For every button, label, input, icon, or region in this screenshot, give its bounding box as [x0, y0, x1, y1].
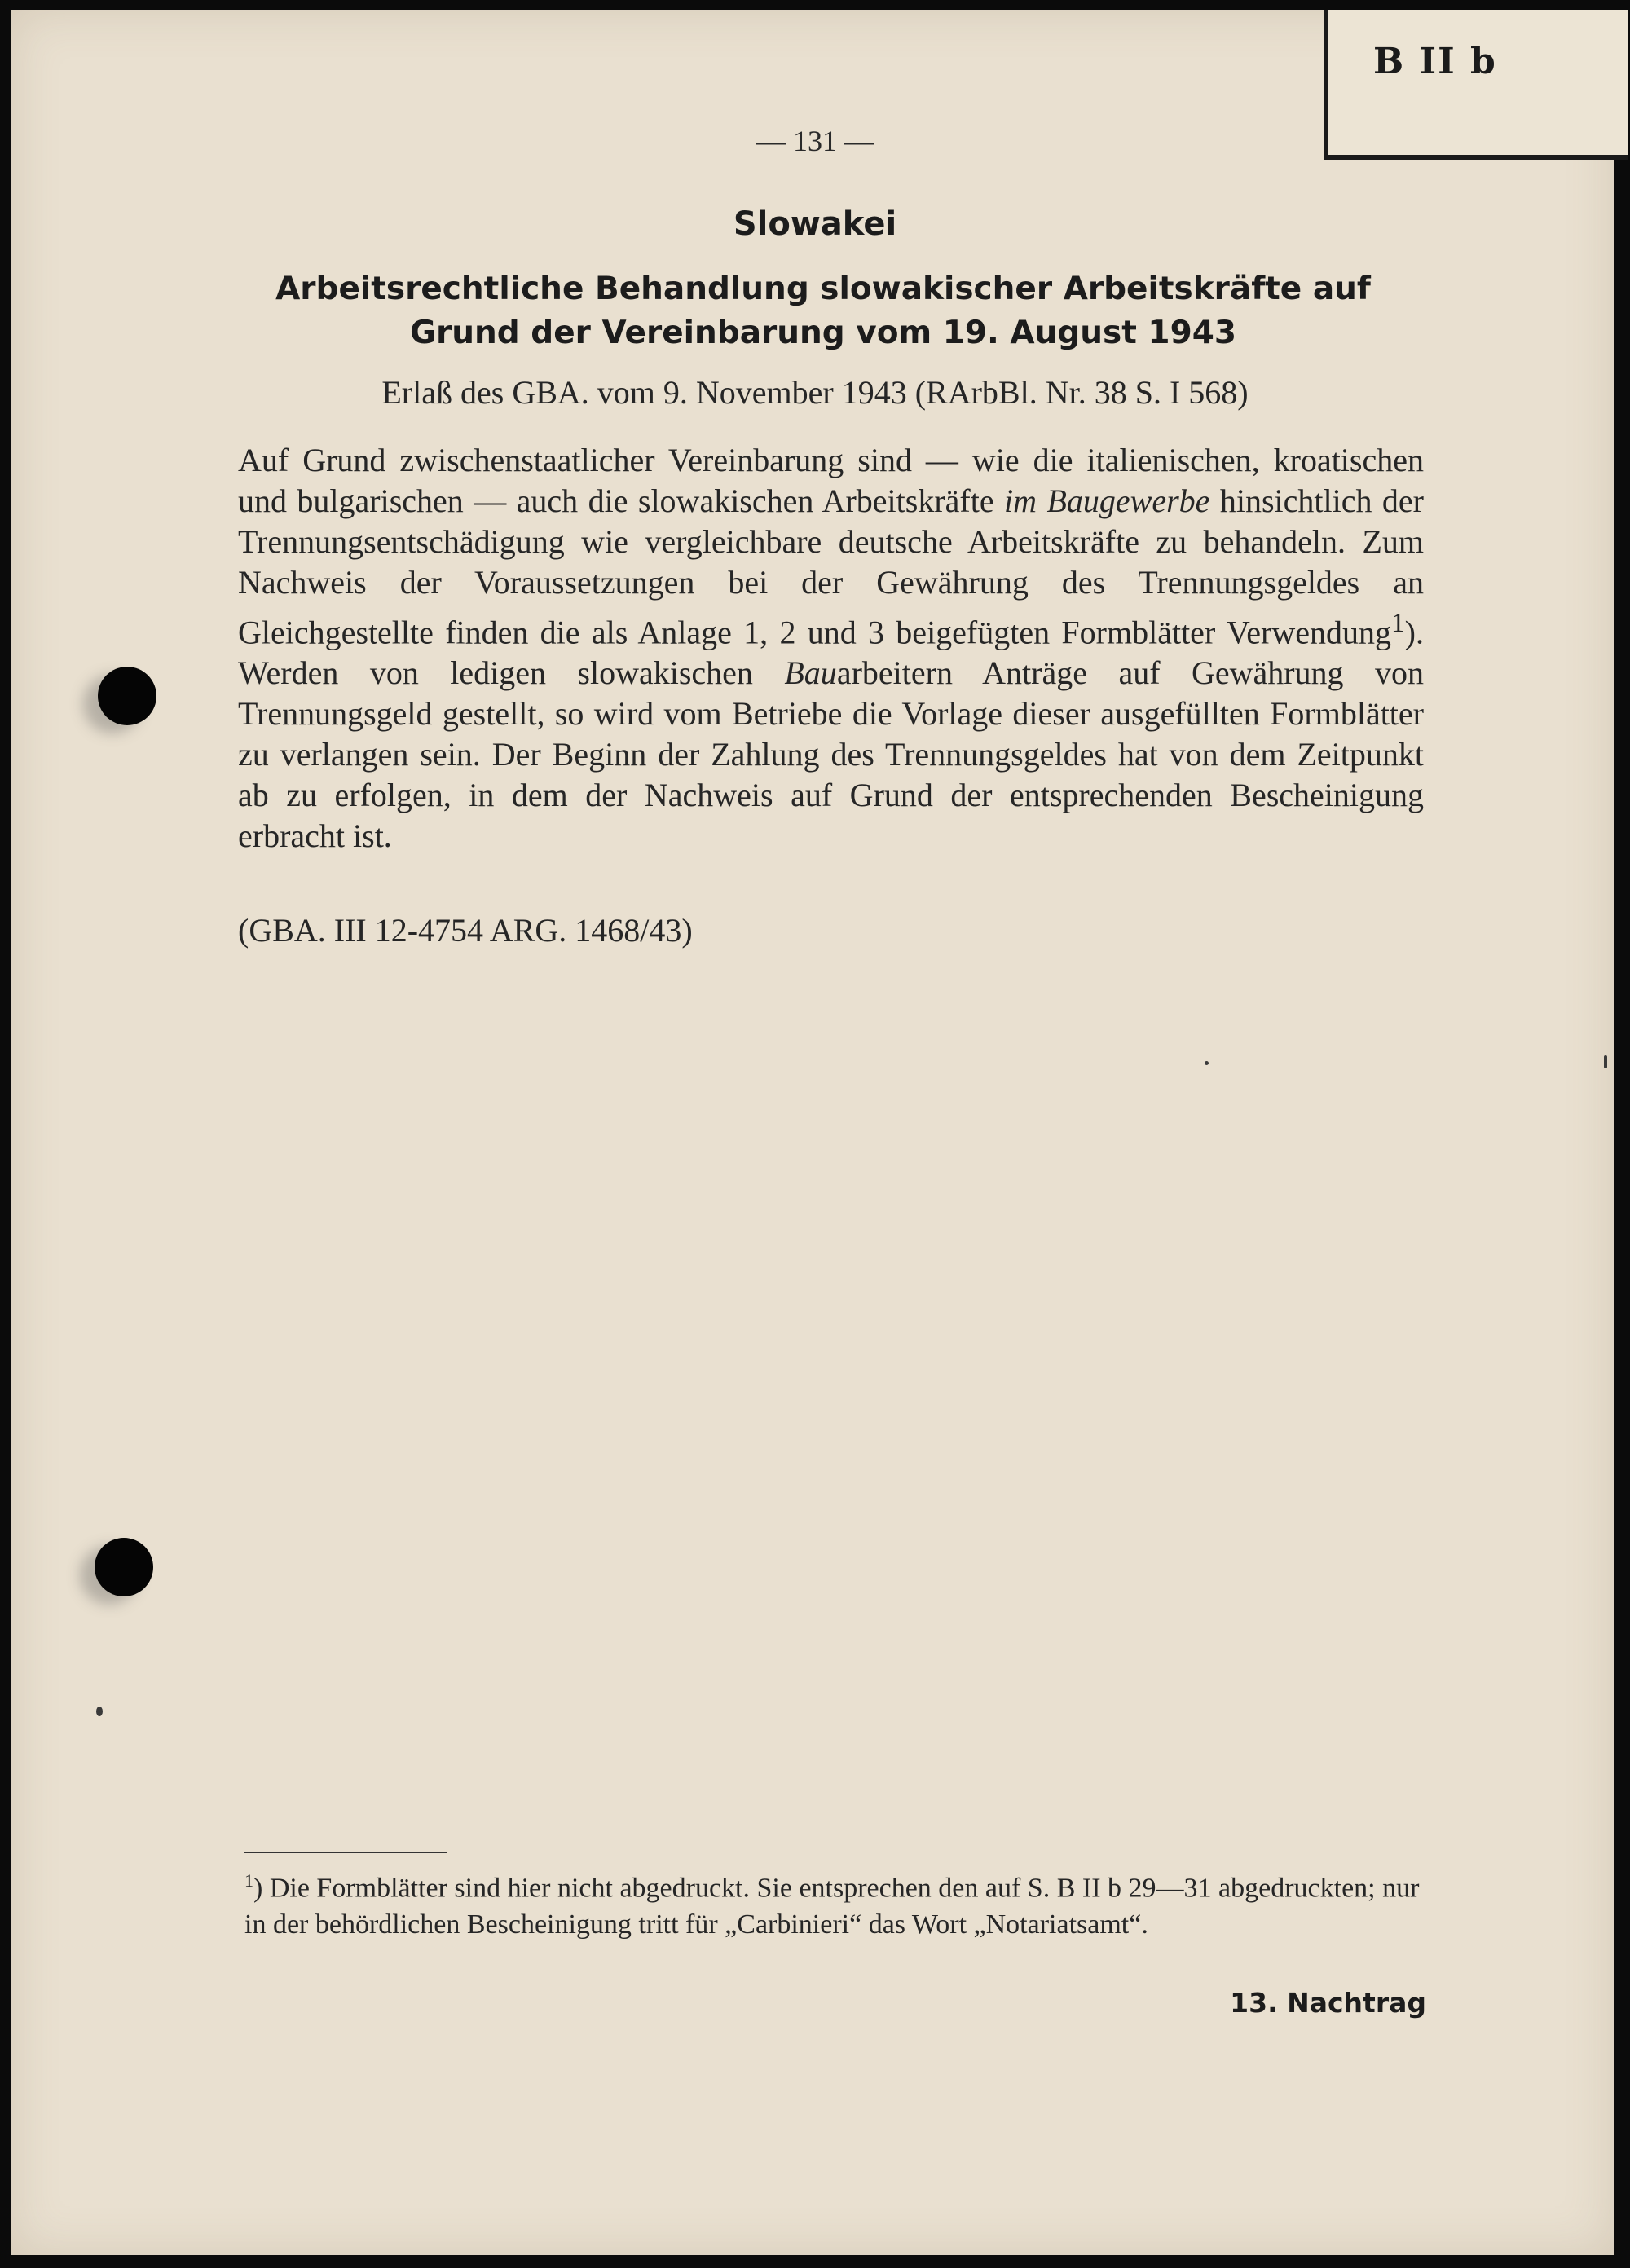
body-text-part: Auf Grund zwischenstaatlicher Vereinbarung sind — wie die italienischen, kroatischen und bulgarischen — auch die slowakischen Arbeitskräfte — [238, 442, 1424, 519]
footnote-reference: 1 — [1391, 608, 1405, 638]
punch-hole — [95, 1538, 153, 1596]
page-number: — 131 — — [756, 125, 874, 157]
body-text-part: ). Werden von ledigen slowakischen — [238, 614, 1424, 692]
country-heading: Slowakei — [733, 205, 897, 243]
paper-speck — [1205, 1061, 1209, 1065]
paper-speck — [96, 1707, 103, 1716]
punch-hole — [98, 667, 156, 725]
body-italic-term: Bau — [784, 654, 837, 692]
footnote-divider — [244, 1852, 447, 1853]
register-tab-label: B II b — [1373, 41, 1497, 82]
body-text-part: hinsichtlich der Trennungsentschädigung wie vergleichbare deutsche Arbeitskräfte zu behandeln. Zum Nachweis der Voraussetzungen bei der Gewährung des Trennungsgeldes an Gleichgestellte finden die als Anlage 1, 2 und 3 beigefügten Formblätter Verwendung — [238, 482, 1424, 651]
footnote-marker: 1 — [244, 1870, 253, 1891]
body-paragraph — [238, 440, 1424, 857]
footnote-text: ) Die Formblätter sind hier nicht abgedruckt. Sie entsprechen den auf S. B II b 29—31 abgedruckten; nur in der behördlichen Bescheinigung tritt für „Carbinieri“ das Wort „Notariatsamt“. — [244, 1873, 1420, 1940]
file-reference: (GBA. III 12-4754 ARG. 1468/43) — [238, 912, 693, 949]
supplement-label: 13. Nachtrag — [1230, 1987, 1426, 2019]
body-italic-term: im Baugewerbe — [1004, 482, 1210, 519]
document-title: Arbeitsrechtliche Behandlung slowakischer Arbeitskräfte auf Grund der Vereinbarung vom 19. August 1943 — [275, 271, 1371, 351]
footnote — [244, 1862, 1430, 1943]
decree-line: Erlaß des GBA. vom 9. November 1943 (RArbBl. Nr. 38 S. I 568) — [381, 374, 1249, 411]
body-text-part: arbeitern Anträge auf Gewährung von Trennungsgeld gestellt, so wird vom Betriebe die Vorlage dieser ausgefüllten Formblätter zu verlangen sein. Der Beginn der Zahlung des Trennungsgeldes hat von dem Zeitpunkt ab zu erfolgen, in dem der Nachweis auf Grund der entsprechenden Bescheinigung erbracht ist. — [238, 654, 1424, 855]
paper-speck — [1604, 1055, 1607, 1068]
